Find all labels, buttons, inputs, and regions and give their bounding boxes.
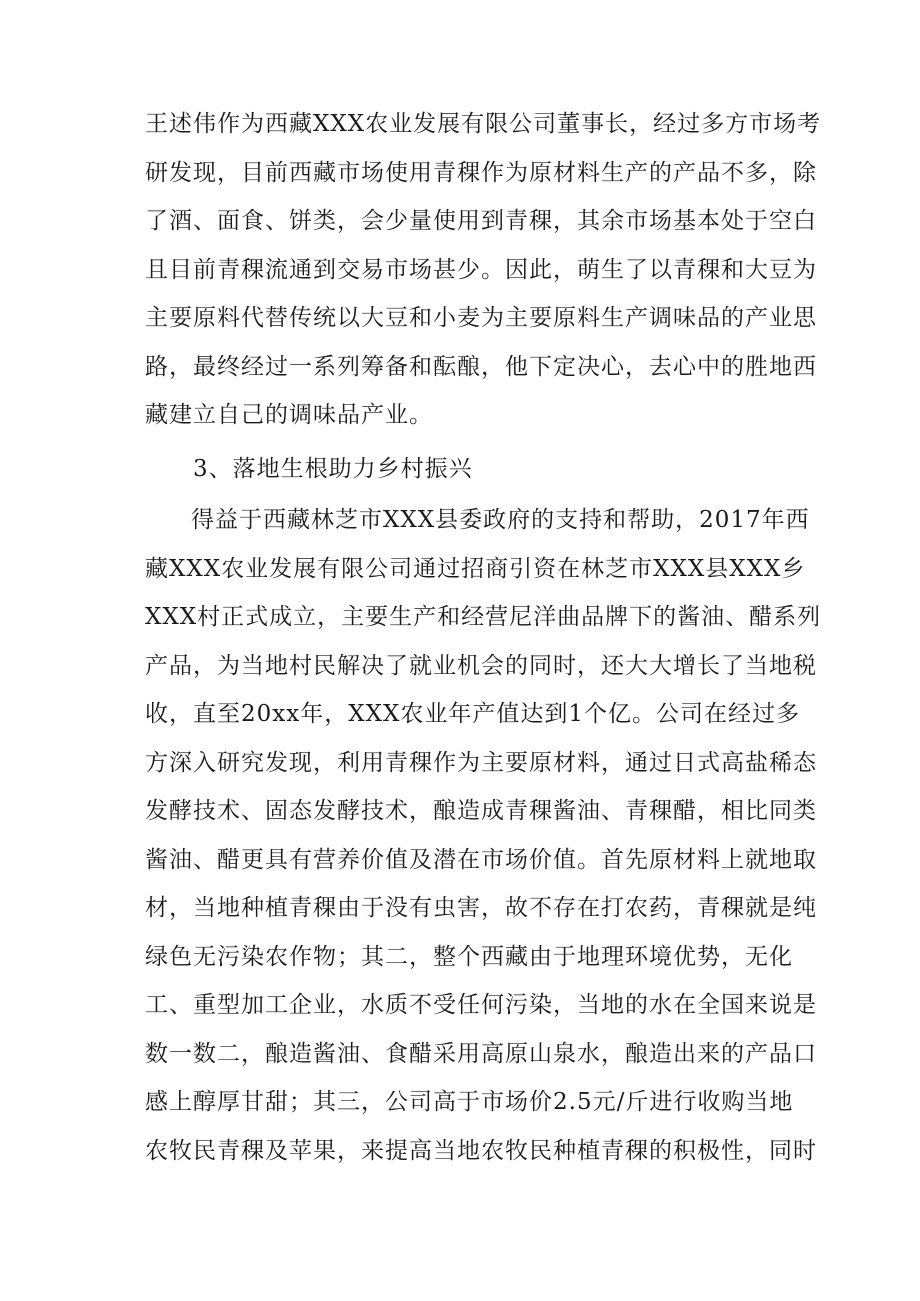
paragraph-1 [145, 100, 822, 440]
paragraph-line: 农牧民青稞及苹果，来提高当地农牧民种植青稞的积极性，同时 [145, 1137, 817, 1164]
paragraph-line: 绿色无污染农作物；其二，整个西藏由于地理环境优势，无化 [145, 943, 793, 970]
paragraph-line: 藏建立自己的调味品产业。 [145, 402, 433, 428]
paragraph-line: 酱油、醋更具有营养价值及潜在市场价值。首先原材料上就地取 [145, 846, 817, 873]
paragraph-line: 了酒、面食、饼类，会少量使用到青稞，其余市场基本处于空白 [145, 208, 817, 234]
paragraph-line: 且目前青稞流通到交易市场甚少。因此，萌生了以青稞和大豆为 [145, 256, 817, 283]
paragraph-line: 藏XXX农业发展有限公司通过招商引资在林芝市XXX县XXX乡 [145, 555, 806, 582]
paragraph-line: 工、重型加工企业，水质不受任何污染，当地的水在全国来说是 [145, 992, 817, 1018]
paragraph-line: 材，当地种植青稞由于没有虫害，故不存在打农药，青稞就是纯 [145, 895, 817, 921]
paragraph-line: 研发现，目前西藏市场使用青稞作为原材料生产的产品不多，除 [145, 159, 817, 186]
section-heading: 3、落地生根助力乡村振兴 [193, 456, 473, 482]
paragraph-line: 感上醇厚甘甜；其三，公司高于市场价2.5元/斤进行收购当地 [145, 1089, 794, 1115]
paragraph-line: 数一数二，酿造酱油、食醋采用高原山泉水，酿造出来的产品口 [145, 1040, 817, 1067]
paragraph-line: 主要原料代替传统以大豆和小麦为主要原料生产调味品的产业思 [145, 305, 817, 331]
paragraph-line: 产品，为当地村民解决了就业机会的同时，还大大增长了当地税 [145, 652, 817, 679]
paragraph-line: XXX村正式成立，主要生产和经营尼洋曲品牌下的酱油、醋系列 [145, 604, 822, 630]
paragraph-line: 方深入研究发现，利用青稞作为主要原材料，通过日式高盐稀态 [145, 749, 817, 776]
paragraph-line: 收，直至20xx年，XXX农业年产值达到1个亿。公司在经过多 [145, 701, 800, 727]
paragraph-line: 发酵技术、固态发酵技术，酿造成青稞酱油、青稞醋，相比同类 [145, 798, 817, 824]
paragraph-line: 王述伟作为西藏XXX农业发展有限公司董事长，经过多方市场考 [145, 111, 822, 137]
paragraph-line: 得益于西藏林芝市XXX县委政府的支持和帮助，2017年西 [191, 507, 810, 533]
paragraph-line: 路，最终经过一系列筹备和酝酿，他下定决心，去心中的胜地西 [145, 353, 817, 380]
paragraph-2 [145, 496, 822, 1175]
